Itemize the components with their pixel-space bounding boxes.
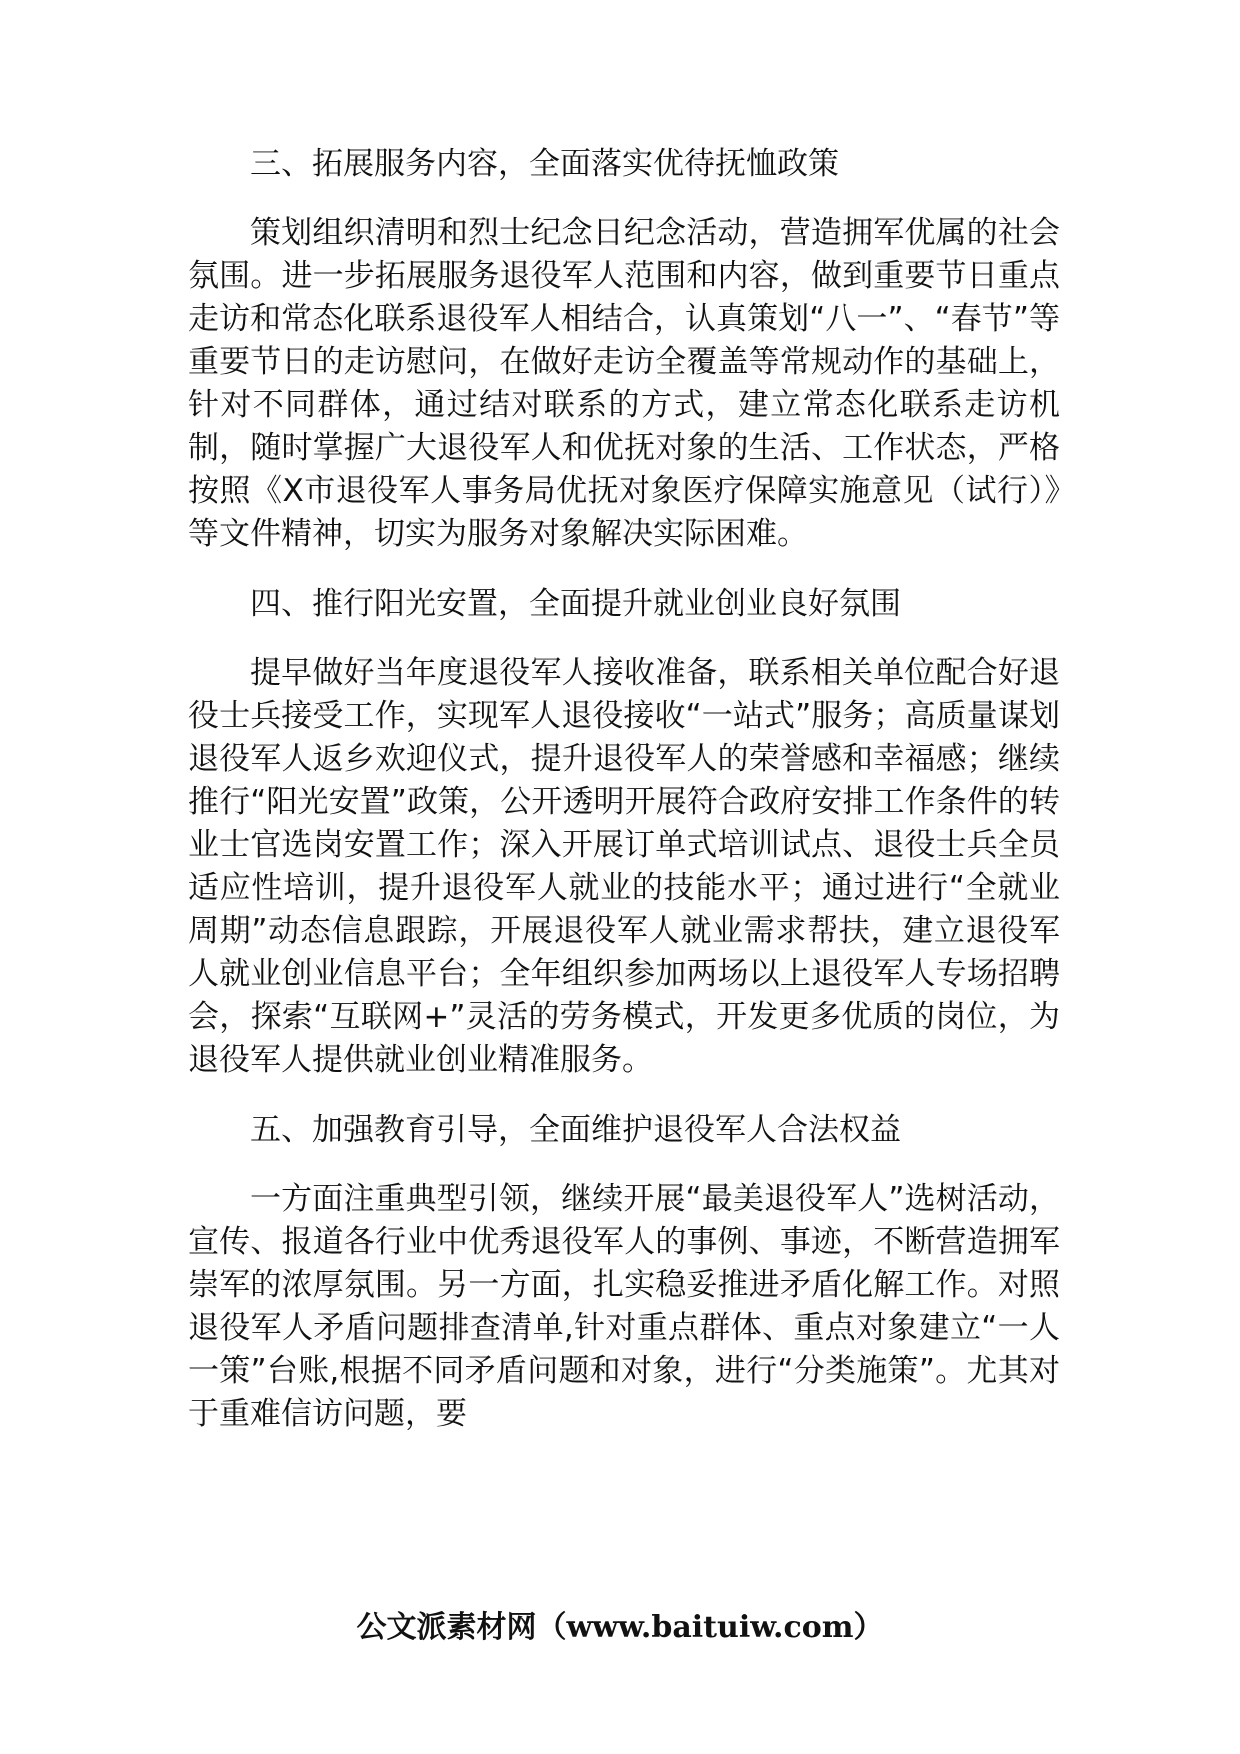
section-paragraph-3: 策划组织清明和烈士纪念日纪念活动，营造拥军优属的社会氛围。进一步拓展服务退役军人范围和内容，做到重要节日重点走访和常态化联系退役军人相结合，认真策划“八一”、“春节”等重要节日的走访慰问，在做好走访全覆盖等常规动作的基础上，针对不同群体，通过结对联系的方式，建立常态化联系走访机制，随时掌握广大退役军人和优抚对象的生活、工作状态，严格按照《X市退役军人事务局优抚对象医疗保障实施意见（试行）》等文件精神，切实为服务对象解决实际困难。 xyxy=(188,215,1060,552)
section-heading-4: 四、推行阳光安置，全面提升就业创业良好氛围 xyxy=(250,586,901,622)
document-body xyxy=(188,142,1060,1462)
section-paragraph-5: 一方面注重典型引领，继续开展“最美退役军人”选树活动，宣传、报道各行业中优秀退役军人的事例、事迹，不断营造拥军崇军的浓厚氛围。另一方面，扎实稳妥推进矛盾化解工作。对照退役军人矛盾问题排查清单,针对重点群体、重点对象建立“一人一策”台账,根据不同矛盾问题和对象，进行“分类施策”。尤其对于重难信访问题，要 xyxy=(188,1181,1060,1432)
section-paragraph-4: 提早做好当年度退役军人接收准备，联系相关单位配合好退役士兵接受工作，实现军人退役接收“一站式”服务；高质量谋划退役军人返乡欢迎仪式，提升退役军人的荣誉感和幸福感；继续推行“阳光安置”政策，公开透明开展符合政府安排工作条件的转业士官选岗安置工作；深入开展订单式培训试点、退役士兵全员适应性培训，提升退役军人就业的技能水平；通过进行“全就业周期”动态信息跟踪，开展退役军人就业需求帮扶，建立退役军人就业创业信息平台；全年组织参加两场以上退役军人专场招聘会，探索“互联网+”灵活的劳务模式，开发更多优质的岗位，为退役军人提供就业创业精准服务。 xyxy=(188,655,1060,1078)
footer-watermark: 公文派素材网（www.baituiw.com） xyxy=(356,1610,884,1645)
section-heading-5: 五、加强教育引导，全面维护退役军人合法权益 xyxy=(250,1112,901,1148)
section-heading-3: 三、拓展服务内容，全面落实优待抚恤政策 xyxy=(250,146,839,182)
